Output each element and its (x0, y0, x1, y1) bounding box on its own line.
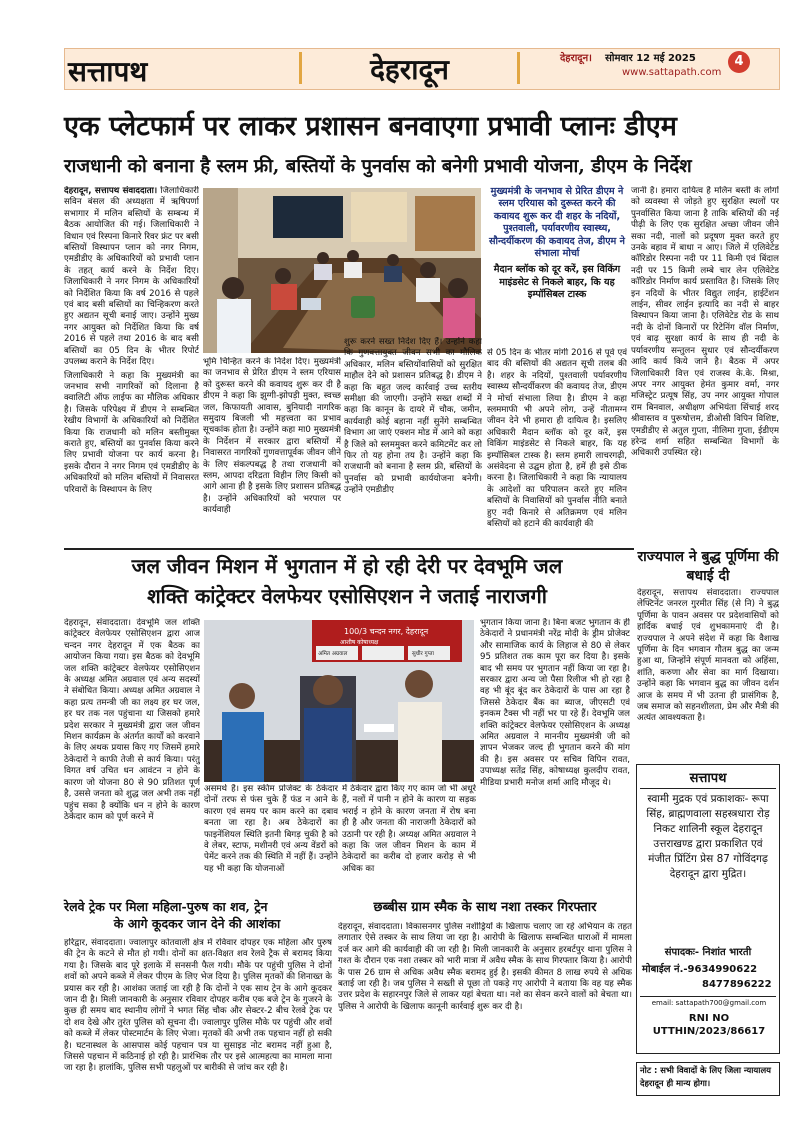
second-column-1 (64, 618, 200, 894)
highlight-subtitle: मैदान ब्लॉक को दूर करें, इस विकिंग माइंडसेट से निकले बाहर, कि यह इम्पॉसिबल टास्क (493, 264, 621, 301)
website[interactable]: www.sattapath.com (622, 67, 722, 78)
imprint-title: सत्तापथ (689, 771, 727, 786)
lead-col5-text: जानी है। हमारा दायित्व है मलिन बस्ती के लोगों को व्यवस्था से जोड़ते हुए सुरक्षित स्थलों पर पुनर्वासित किया जाना है ताकि बस्तियों की नई पीढ़ी के लिए एक सुरक्षित अच्छा जीवन जीने सका नदी, नालों को प्रदूषण मुक्त करते हुए उनके बहाव में बाधा न आए। जिले में एलिवेटेड कॉरिडोर रिस्पना नदी पर 11 किमी एवं बिंदाल नदी पर 15 किमी लम्बे चार लेन एलिवेटेड कॉरिडोर निर्माण कार्य प्रस्तावित है। जिसके लिए इन नदियों के भीतर विद्युत लाईन, हाईटेंशन लाईन, सीवर लाईन इत्यादि का नदी से बाहर विस्थापन किया जाना है। एलिवेटेड रोड के साथ नदी के दोनों किनारों पर रिटेनिंग वॉल निर्माण, एवं बाढ़ सुरक्षा कार्य के साथ ही नदी के पर्यावरणीय सन्तुलन सुधार एवं सौन्दर्यीकरण आदि कार्य किये जाने है। बैठक में अपर जिलाधिकारी वित्त एवं राजस्व के.के. मिश्रा, अपर नगर आयुक्त हेमंत कुमार वर्मा, नगर मजिस्ट्रेट प्रत्यूष सिंह, उप नगर आयुक्त गोपाल राम बिनवाल, अधीक्षण अभियंता सिंचाई शरद श्रीवास्तव व पुरूषोत्तम, डीओसी विपिन विशिष्ट, एमडीडीए से अतुल गुप्ता, नीलिमा गुप्ता, ईडीएम हरेन्द्र शर्मा सहित सम्बन्धित विभागों के अधिकारी उपस्थित रहे। (631, 186, 779, 459)
lead-col1-text: जिलाधिकारी सविन बंसल की अध्यक्षता में ऋषिपर्णा सभागार में मलिन बस्तियों के सम्बन्ध में बैठक आयोजित की गई। जिलाधिकारी ने विधान एवं रिस्पना किनारे रिवर फ्रंट पर बसी बस्तियों विस्थापन प्लान को नगर निगम, एमडीडीए के अधिकारियों को प्रभावी प्लान के तहत् कार्य करने के निर्देश दिए। जिलाधिकारी ने नगर निगम के अधिकारियों को निर्देशित किया कि वर्ष 2016 से पहले एवं बाद बसी बस्तियों का चिन्हिकरण करते हुए अद्यतन सूची बनाई जाए। उन्होंने मुख्य नगर आयुक्त को निर्देशित किया कि वर्ष 2016 से पहले तथा 2016 के बाद बसी बस्तियों का 05 दिन के भीतर रिपोर्ट उपलब्ध कराने के निर्देश दिए। (64, 186, 199, 368)
smack-body (338, 922, 632, 1108)
imprint-text: स्वामी मुद्रक एवं प्रकाशकः- रूपा सिंह, ब्राह्मणवाला सहस्त्रधारा रोड़ निकट शालिनी स्कूल देहरादून उत्तराखण्ड द्वारा प्रकाशित एवं मंजीत प्रिंटिंग प्रेस 87 गोविंदगढ़ देहरादून द्वारा मुद्रित। (646, 793, 770, 880)
page-number: 4 (728, 51, 750, 73)
dateline-city: देहरादून। (560, 53, 592, 64)
imprint-rni (640, 1012, 778, 1038)
banner-name2: सुधीर गुप्ता (412, 651, 434, 657)
governor-headline: राज्यपाल ने बुद्ध पूर्णिमा की बधाई दी (637, 549, 779, 584)
lead-highlight (487, 186, 627, 302)
second-headline-line1: जल जीवन मिशन में भुगतान में हो रही देरी पर देवभूमि जल (131, 554, 563, 578)
rail-headline-line1: रेलवे ट्रेक पर मिला महिला-पुरुष का शव, ट्रेन (64, 899, 268, 914)
banner-line2: आशीष कोषाध्यक्ष (340, 639, 379, 646)
imprint-rule (640, 788, 776, 789)
masthead-info (560, 52, 721, 80)
section-divider (64, 548, 634, 550)
second-headline-line2: शक्ति कांट्रेक्टर वेलफेयर एसोसिएशन ने जताई नाराजगी (147, 584, 547, 608)
lead-column-2 (203, 357, 341, 544)
imprint-email[interactable]: email: sattapath700@gmail.com (651, 999, 767, 1007)
rni-label: RNI NO (688, 1013, 730, 1024)
brand-logo: सत्तापथ (68, 55, 148, 88)
lead-col4-text: से 05 दिन के भीतर मांगी 2016 से पूर्व एवं बाद की बस्तियों की अद्यतन सूची तलब की है। शहर के नदियों, पुश्तवाली पर्यावरणीय स्वास्थ्य सौन्दर्यीकरण की कवायद तेज, डीएम ने मोर्चा संभाला लिया है। डीएम ने कहा स्लममाफी भी अपने लोग, उन्हें नीतामग्न जीवन देने भी हमारा ही दायित्व है। इसलिए अधिकारी मैदान ब्लॉक को दूर करें, इस विकिंग माइंडसेट से निकले बाहर, कि यह इम्पॉसिबल टास्क है। स्लम हमारी लाचरगढ़ी, असंवेदना से उद्घम होता है, हमें ही इसे ठीक करना है। जिलाधिकारी ने कहा कि न्यायालय के आदेशों का परिपालन करते हुए मलिन बस्तियों के निवासियों को पुनर्वास नीति बनाते हुए नदी किनारे से अतिक्रमण एवं मलिन बस्तियों को हटाने की कार्यवाही की (487, 348, 627, 530)
rni-number: UTTHIN/2023/86617 (652, 1026, 766, 1037)
lead-headline: एक प्लेटफार्म पर लाकर प्रशासन बनवाएगा प्रभावी प्लानः डीएम (64, 111, 677, 142)
rail-headline-line2: के आगे कूदकर जान देने की आशंका (113, 916, 281, 931)
smack-headline: छब्बीस ग्राम स्मैक के साथ नशा तस्कर गिरफ्तार (373, 900, 597, 915)
imprint-editor: संपादकः- निशांत भारती (664, 947, 752, 958)
second-col3-text: में ठेकेदार द्वारा किए गए काम जो भी अधूरे हैं, नलों में पानी न होने के कारण या सड़क भराई न होने के कारण जनता में रोष बना ही है और जनता की नाराजगी ठेकेदारों को उठानी पर रही है। अध्यक्ष अमित अग्रवाल ने कहा कि जल जीवन मिशन के काम में ठेकेदारों का करीब दो हजार करोड़ से भी अधिक का (342, 784, 476, 874)
lead-col3-text: शुरू करने सख्त निर्देश दिए हैं। उन्होंने कहा कि गुणवत्तायुक्त जीवन सभी का मौलिक अधिकार, मलिन बस्तियोंवासियों को सुरक्षित माहौल देने को प्रशासन प्रतिबद्ध है। डीएम ने कहा कि बहुत जल्द कार्रवाई उच्च स्तरीय समीक्षा की जाएगी। उन्होंने सख्त शब्दों में कहा कि कानून के दायरे में चौक, जमीन, कार्यवाही कोई बहाना नहीं सुनेंगे सम्बन्धित विभाग आ जाएं एक्शन मोड में आने को कहा है जिले को स्लममुक्त करने कमिटमेंट कर लो फिर तो यह होना तय है। उन्होंने कहा कि राजधानी को बनाना है स्लम फ्री, बस्तियों के पुनर्वास को प्रभावी कार्ययोजना बनेगी। उन्होंने एमडीडीए (344, 337, 482, 496)
highlight-title: मुख्यमंत्री के जनभाव से प्रेरित डीएम ने स्लम एरियास को दुरूस्त करने की कवायद शुरू कर दी शहर के नदियों, पुश्तवाली, पर्यावरणीय स्वास्थ्य, सौन्दर्यीकरण की कवायद तेज, डीएम ने संभाला मोर्चा (489, 186, 625, 260)
lead-column-5 (631, 186, 779, 544)
banner-line1: 100/3 चन्दन नगर, देहरादून (344, 627, 429, 636)
imprint-note: नोट : सभी विवादों के लिए जिला न्यायालय देहरादून ही मान्य होगा। (640, 1065, 771, 1088)
rail-body (64, 938, 332, 1108)
lead-column-1 (64, 186, 199, 544)
governor-body (637, 588, 779, 750)
smack-body-text: देहरादून, संवाददाता। विकासनगर पुलिस नशीड्रियों के खिलाफ चलाए जा रहे अभियान के तहत लगातार ऐसे तस्कर के साथ लिया जा रहा है। आरोपी के खिलाफ सम्बन्धित धाराओं में मामला दर्ज कर आगे की कार्यवाही की जा रही है। मिली जानकारी के अनुसार हरबर्टपुर थाना पुलिस ने गश्त के दौरान एक नशा तस्कर को भारी मात्रा में अवैध स्मैक के साथ गिरफ्तार किया है। आरोपी के पास 26 ग्राम से अधिक अवैध स्मैक बरामद हुई है। इसकी कीमत 8 लाख रुपये से अधिक बताई जा रही है। जब पुलिस ने सख्ती से पूछा तो पकड़े गए आरोपी ने बताया कि वह यह स्मैक उत्तर प्रदेश के सहारनपुर जिले से लाकर यहां बेचता था। नशे का सेवन करने वालों को बेचता था। पुलिस ने आरोपी के खिलाफ कानूनी कार्रवाई शुरू कर दी है। (338, 922, 632, 1012)
imprint-rule-2 (640, 996, 776, 997)
imprint-mobile (642, 962, 776, 992)
city-title: देहरादून (370, 53, 449, 86)
banner-name1: अमित अग्रवाल (318, 651, 348, 657)
mobile-label: मोबाईल नं.- (642, 964, 688, 975)
press-conference-photo (204, 620, 474, 782)
second-col1-text: देहरादून, संवाददाता। देवभूमि जल शक्ति कांट्रेक्टर वेलफेयर एसोसिएशन द्वारा आज चन्दन नगर देहरादून में एक बैठक का आयोजन किया गया। इस बैठक को देवभूमि जल शक्ति कांट्रेक्टर वेलफेयर एसोसिएशन के अध्यक्ष अमित अग्रवाल एवं अन्य सदस्यों ने संबोधित किया। अध्यक्ष अमित अग्रवाल ने कहा प्रत्य तमन्त्री जी का लक्ष्य हर घर जल, हर घर तक नल पहुंचाना था जिसको हमारे प्रदेश सरकार ने मुख्यमंत्री द्वारा जल जीवन मिशन कार्यक्रम के अंतर्गत कार्यों को करवाने के लिए अथक प्रयास किए गए जिसमें हमारे ठेकेदारों ने काफी तेजी से कार्य किया। परंतु विगत वर्ष उचित धन आवंटन न होने के कारण जो योजना 80 से 90 प्रतिशत पूर्ण है, उससे जनता को शुद्ध जल अभी तक नहीं पहुंच सका है क्योंकि धन न होने के कारण ठेकेदार काम को पूर्ण करने में (64, 618, 200, 822)
press-conference-illustration (204, 620, 474, 782)
governor-body-text: देहरादून, सत्तापथ संवाददाता। राज्यपाल लेफ्टिनेंट जनरल गुरमीत सिंह (से नि) ने बुद्ध पूर्णिमा के पावन अवसर पर प्रदेशवासियों को हार्दिक बधाई एवं शुभकामनाएं दी है। राज्यपाल ने अपने संदेश में कहा कि वैशाख पूर्णिमा के दिन भगवान गौतम बुद्ध का जन्म हुआ था, जिन्होंने संपूर्ण मानवता को अहिंसा, शांति, करुणा और सेवा का मार्ग दिखाया। उन्होंने कहा कि भगवान बुद्ध का जीवन दर्शन आज के समय में भी उतना ही प्रासंगिक है, जब समाज को सहनशीलता, प्रेम और मैत्री की अत्यंत आवश्यकता है। (637, 588, 779, 724)
lead-column-4 (487, 348, 627, 544)
rail-body-text: हरिद्वार, संवाददाता। ज्वालापुर कोतवाली क्षेत्र में रविवार दोपहर एक महिला और पुरुष की ट्रेन के कटने से मौत हो गयी। दोनों का क्षत-विक्षत शव रेलवे ट्रैक से बरामद किया गया है। जिसके बाद पूरे इलाके में सनसनी फैल गयी। मौके पर पहुंची पुलिस ने दोनों शवों को अपने कब्जे में लेकर पीएम के लिए भेज दिया है। पुलिस मृतकों की शिनाख्त के प्रयास कर रही है। आशंका जताई जा रही है कि दोनों ने एक साथ ट्रेन के आगे कूदकर जान दी है। मिली जानकारी के अनुसार रविवार दोपहर करीब एक बजे ट्रेन के गुजरने के कुछ ही समय बाद स्थानीय लोगों ने भगत सिंह चौक और सेक्टर-2 बीच रेलवे ट्रेक पर दो शव देखे और तुरंत पुलिस को सूचना दी। ज्वालापुर पुलिस मौके पर पहुंची और शवों को कब्जे में लेकर पोस्टमार्टम के लिए भेजा। मृतकों की अभी तक पहचान नहीं हो सकी है। घटनास्थल के आसपास कोई पहचान पत्र या सुसाइड नोट बरामद नहीं हुआ है, जिससे पहचान में कठिनाई हो रही है। प्रारंभिक तौर पर इसे आत्महत्या का मामला माना जा रहा है। हालांकि, पुलिस सभी पहलुओं पर बारीकी से जांच कर रही है। (64, 938, 332, 1074)
lead-byline: देहरादून, सत्तापथ संवाददाता। (64, 186, 158, 196)
second-column-2 (204, 784, 338, 894)
second-column-4 (480, 618, 630, 884)
second-col2-text: असमर्थ है। इस स्कीम प्रोजेक्ट के ठेकेदार दोनों तरफ से फंस चुके हैं फंड न आने के कारण एवं समय पर काम करने का दबाव बनता जा रहा है। अब ठेकेदारों का फाइनेंशियल स्थिति इतनी बिगड़ चुकी है को वे लेबर, स्टाफ, मशीनरी एवं अन्य वेंडरों को पेमेंट करने तक की स्थिति में नहीं हैं। उन्होंने यह भी कहा कि योजनाओं (204, 784, 338, 874)
lead-column-3 (344, 337, 482, 544)
meeting-room-illustration (203, 188, 481, 353)
lead-col2-text: भूमि चिन्हित करने के निर्देश दिए। मुख्यमंत्री का जनभाव से प्रेरित डीएम ने स्लम एरियास को दुरूस्त करने की कवायद शुरू कर दी है डीएम ने कहा कि झुग्गी-झोपड़ी मुक्त, स्वच्छ जल, किफायती आवास, बुनियादी नागरिक समुदाय बिजली भी महत्त्वता का प्रभाव सूचकांक होता है। उन्होंने कहा मा0 मुख्यमंत्री के निर्देशन में सरकार द्वारा बस्तियों में निवासरत नागरिकों गुणवत्तापूर्वक जीवन जीने के लिए संकल्पबद्ध है तथा राजधानी को स्लम, आपदा दरिद्रता विहीन लिए किसी को आगे आना ही है इसके लिए प्रशासन प्रतिबद्ध है। उन्होंने अधिकारियों को भरपाल पर कार्यवाही (203, 357, 341, 516)
mobile-number-2[interactable]: 8477896222 (702, 979, 772, 990)
lead-subheadline: राजधानी को बनाना है स्लम फ्री, बस्तियों के पुनर्वास को बनेगी प्रभावी योजना, डीएम के निर्देश (64, 156, 692, 177)
meeting-room-photo (203, 188, 481, 353)
second-column-3 (342, 784, 476, 894)
second-col4-text: भुगतान किया जाना है। बिना बजट भुगतान के ही ठेकेदारों ने प्रधानमंत्री नरेंद्र मोदी के ड्रीम प्रोजेक्ट और सामाजिक कार्य के लिहाज से 80 से लेकर 95 प्रतिशत तक काम पूरा कर दिया है। इसके बाद भी समय पर भुगतान नहीं किया जा रहा है। सरकार द्वारा अन्य जो पैसा रिलीज भी हो रहा है वह भी बूंद बूंद कर ठेकेदारों के पास आ रहा है जिससे ठेकेदार बैंक का ब्याज, जीएसटी एवं इनकम टैक्स भी नहीं भर पा रहे हैं। देवभूमि जल शक्ति कांट्रेक्टर वेलफेयर एसोसिएशन के अध्यक्ष अमित अग्रवाल ने माननीय मुख्यमंत्री जी को ज्ञापन भेजकर जल्द ही भुगतान करने की मांग की है। इस अवसर पर सचिव विपिन रावत, उपाध्यक्ष सतेंद्र सिंह, कोषाध्यक्ष कुलदीप रावत, मीडिया प्रभारी मनोज शर्मा आदि मौजूद थे। (480, 618, 630, 788)
mobile-number-1[interactable]: 9634990622 (687, 964, 758, 975)
lead-col1b-text: जिलाधिकारी ने कहा कि मुख्यमंत्री का जनभाव सभी नागरिकों को दिलाना है क्वालिटी ऑफ लाईफ का मौलिक अधिकार है। जिसके परिपेक्ष्य में डीएम ने सम्बन्धित रेखीय विभागों के अधिकारियों को निर्देशित किया कि राजधानी को मलिन बस्तीमुक्त कराते हुए, बस्तियों का पुनर्वास किया करने लिए प्रभावी योजना पर कार्य करना है। इसके दौरान ने नगर निगम एवं एमडीडीए के अधिकारियों को मलिन बस्तियों में निवासरत परिवारों के विस्थापन के लिए (64, 370, 199, 495)
issue-date: सोमवार 12 मई 2025 (605, 53, 696, 64)
